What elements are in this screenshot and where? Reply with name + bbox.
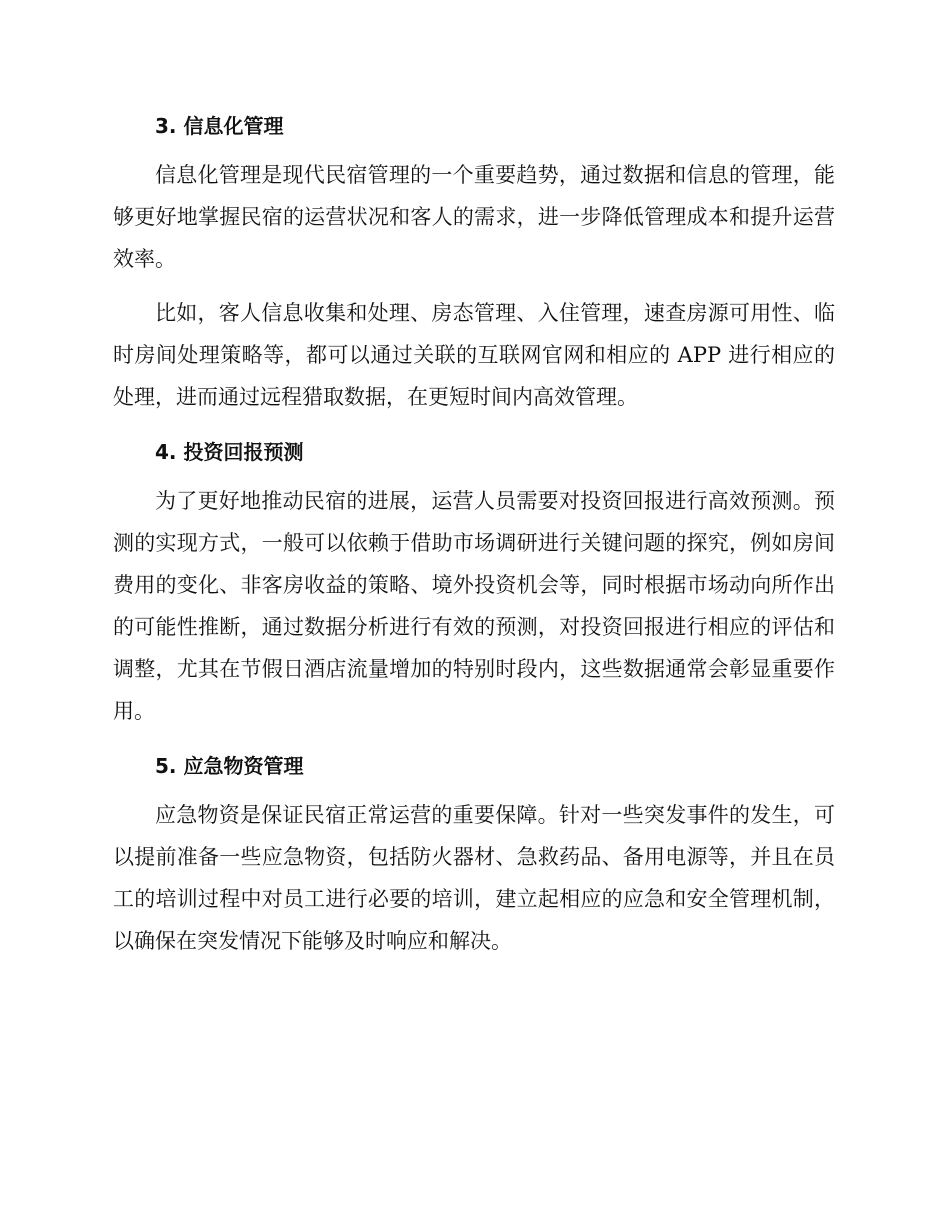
paragraph: 为了更好地推动民宿的进展，运营人员需要对投资回报进行高效预测。预测的实现方式，一般可以依赖于借助市场调研进行关键问题的探究，例如房间费用的变化、非客房收益的策略、境外投资机会等，同时根据市场动向所作出的可能性推断，通过数据分析进行有效的预测，对投资回报进行相应的评估和调整，尤其在节假日酒店流量增加的特别时段内，这些数据通常会彰显重要作用。: [113, 489, 835, 723]
section-heading: 3. 信息化管理: [155, 114, 284, 138]
paragraph: 信息化管理是现代民宿管理的一个重要趋势，通过数据和信息的管理，能够更好地掌握民宿的运营状况和客人的需求，进一步降低管理成本和提升运营效率。: [113, 163, 835, 271]
paragraph: 比如，客人信息收集和处理、房态管理、入住管理，速查房源可用性、临时房间处理策略等，都可以通过关联的互联网官网和相应的 APP 进行相应的处理，进而通过远程猎取数据，在更短时间内高效管理。: [113, 301, 835, 409]
section-heading: 4. 投资回报预测: [155, 440, 304, 464]
section-investment-return-forecast: [113, 434, 835, 732]
paragraph: 应急物资是保证民宿正常运营的重要保障。针对一些突发事件的发生，可以提前准备一些应急物资，包括防火器材、急救药品、备用电源等，并且在员工的培训过程中对员工进行必要的培训，建立起相应的应急和安全管理机制，以确保在突发情况下能够及时响应和解决。: [113, 803, 835, 953]
section-emergency-supplies-management: [113, 748, 835, 962]
section-information-management: [113, 108, 835, 418]
document-body: [113, 108, 835, 978]
section-heading: 5. 应急物资管理: [155, 754, 304, 778]
